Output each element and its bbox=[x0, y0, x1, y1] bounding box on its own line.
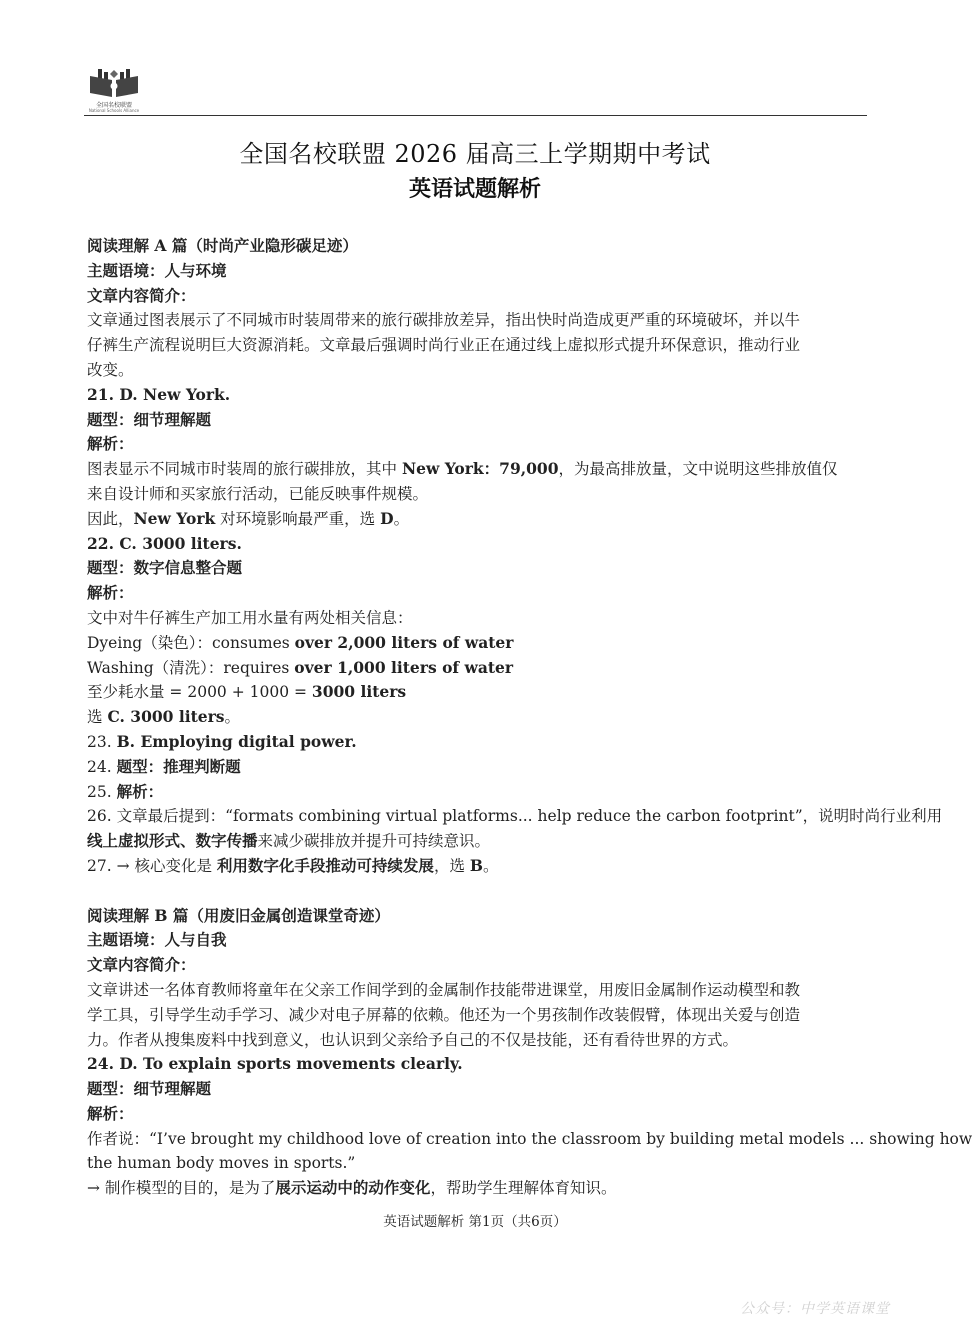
text-segment: 选 bbox=[87, 708, 108, 727]
bold-segment: 文章内容简介： bbox=[87, 955, 196, 975]
text-line bbox=[87, 1003, 867, 1028]
text-line bbox=[87, 1077, 867, 1102]
text-segment: 仔裤生产流程说明巨大资源消耗。文章最后强调时尚行业正在通过线上虚拟形式提升环保意识，推动行业 bbox=[87, 336, 801, 355]
text-segment: 图表显示不同城市时装周的旅行碳排放，其中 bbox=[87, 460, 402, 479]
text-segment: 学工具，引导学生动手学习、减少对电子屏幕的依赖。他还为一个男孩制作改装假臂，体现出关爱与创造 bbox=[87, 1005, 801, 1024]
text-line bbox=[87, 829, 867, 854]
bold-segment: over 2,000 liters of water bbox=[294, 632, 514, 652]
text-segment: Washing（清洗）：requires bbox=[87, 658, 295, 677]
open-book-icon bbox=[84, 66, 144, 100]
bold-segment: 24. D. To explain sports movements clearly. bbox=[87, 1054, 463, 1074]
bold-segment: B bbox=[469, 855, 483, 875]
bold-segment: 线上虚拟形式、数字传播 bbox=[87, 831, 258, 851]
text-line bbox=[87, 358, 867, 383]
logo-chinese-text: 全国名校联盟 bbox=[95, 102, 132, 109]
text-line bbox=[87, 1176, 867, 1201]
text-segment: 24. bbox=[87, 757, 117, 776]
bold-segment: B. Employing digital power. bbox=[116, 731, 357, 751]
page-footer: 英语试题解析 第1页（共6页） bbox=[383, 1214, 567, 1230]
text-segment: ，选 bbox=[433, 856, 470, 875]
bold-segment: 解析： bbox=[87, 583, 134, 603]
text-segment: 。 bbox=[482, 856, 499, 875]
text-segment: 27. → 核心变化是 bbox=[87, 856, 217, 875]
bold-segment: 题型：推理判断题 bbox=[116, 756, 241, 776]
text-segment: 因此， bbox=[87, 509, 134, 528]
text-line bbox=[87, 780, 867, 805]
text-line bbox=[87, 705, 867, 730]
text-segment: ，帮助学生理解体育知识。 bbox=[430, 1179, 617, 1198]
text-segment: 对环境影响最严重，选 bbox=[215, 509, 381, 528]
bold-segment: 解析： bbox=[116, 781, 164, 801]
text-line bbox=[87, 978, 867, 1003]
header-rule bbox=[84, 115, 867, 116]
text-line bbox=[87, 284, 867, 309]
bold-segment: 主题语境：人与自我 bbox=[87, 930, 227, 950]
text-segment: 。 bbox=[393, 509, 410, 528]
text-line bbox=[87, 408, 867, 433]
bold-segment: D bbox=[380, 508, 394, 528]
text-line bbox=[87, 581, 867, 606]
text-segment: Dyeing（染色）：consumes bbox=[87, 633, 295, 652]
text-line bbox=[87, 1151, 867, 1176]
page-subtitle: 英语试题解析 bbox=[408, 176, 541, 202]
logo-english-text: National Schools Alliance bbox=[88, 108, 140, 113]
bold-segment: 22. C. 3000 liters. bbox=[87, 533, 242, 553]
text-line bbox=[87, 606, 867, 631]
text-line bbox=[87, 1102, 867, 1127]
bold-segment: 主题语境：人与环境 bbox=[87, 260, 227, 280]
text-segment: 23. bbox=[87, 732, 117, 751]
text-line bbox=[87, 532, 867, 557]
text-line bbox=[87, 804, 943, 829]
bold-segment: 利用数字化手段推动可持续发展 bbox=[216, 855, 434, 875]
text-segment: ，为最高排放量，文中说明这些排放值仅 bbox=[558, 460, 838, 479]
text-line bbox=[87, 383, 867, 408]
section-gap bbox=[87, 879, 867, 904]
bold-segment: New York bbox=[133, 508, 216, 528]
page-title: 全国名校联盟 2026 届高三上学期期中考试 bbox=[239, 140, 711, 168]
text-line bbox=[87, 928, 867, 953]
text-segment: the human body moves in sports.” bbox=[87, 1154, 356, 1173]
text-line bbox=[87, 457, 867, 482]
bold-segment: 解析： bbox=[87, 1103, 134, 1123]
text-line bbox=[87, 482, 867, 507]
text-line bbox=[87, 1127, 972, 1152]
bold-segment: 题型：数字信息整合题 bbox=[87, 558, 243, 578]
bold-segment: 题型：细节理解题 bbox=[87, 1079, 212, 1099]
text-segment: 25. bbox=[87, 782, 117, 801]
text-line bbox=[87, 308, 867, 333]
text-line bbox=[87, 556, 867, 581]
text-segment: 26. 文章最后提到：“formats combining virtual platforms... help reduce the carbon footprint”，说明时尚行业利用 bbox=[87, 807, 943, 826]
bold-segment: 文章内容简介： bbox=[87, 285, 196, 305]
bold-segment: 21. D. New York. bbox=[87, 384, 231, 404]
bold-segment: 题型：细节理解题 bbox=[87, 409, 212, 429]
text-segment: 至少耗水量 = 2000 + 1000 = bbox=[87, 683, 312, 702]
bold-segment: 阅读理解 B 篇（用废旧金属创造课堂奇迹） bbox=[87, 905, 390, 925]
text-line bbox=[87, 507, 867, 532]
bold-segment: New York：79,000 bbox=[401, 459, 559, 479]
bold-segment: 解析： bbox=[87, 434, 134, 454]
text-line bbox=[87, 432, 867, 457]
text-segment: 文章讲述一名体育教师将童年在父亲工作间学到的金属制作技能带进课堂，用废旧金属制作运动模型和教 bbox=[87, 980, 801, 999]
text-line bbox=[87, 953, 867, 978]
text-segment: 来自设计师和买家旅行活动，已能反映事件规模。 bbox=[87, 484, 429, 503]
text-line bbox=[87, 1052, 867, 1077]
text-segment: → 制作模型的目的，是为了 bbox=[87, 1179, 276, 1198]
text-segment: 文中对牛仔裤生产加工用水量有两处相关信息： bbox=[87, 608, 413, 627]
bold-segment: over 1,000 liters of water bbox=[294, 657, 514, 677]
text-segment: 。 bbox=[224, 708, 241, 727]
text-line bbox=[87, 730, 867, 755]
text-segment: 力。作者从搜集废料中找到意义，也认识到父亲给予自己的不仅是技能，还有看待世界的方式。 bbox=[87, 1030, 739, 1049]
text-segment: 来减少碳排放并提升可持续意识。 bbox=[257, 832, 491, 851]
text-line bbox=[87, 1028, 867, 1053]
text-line bbox=[87, 631, 867, 656]
school-alliance-logo bbox=[84, 66, 144, 116]
bold-segment: 展示运动中的动作变化 bbox=[275, 1178, 431, 1198]
text-line bbox=[87, 259, 867, 284]
bold-segment: 3000 liters bbox=[311, 682, 407, 702]
bold-segment: 阅读理解 A 篇（时尚产业隐形碳足迹） bbox=[87, 236, 358, 255]
text-line bbox=[87, 755, 867, 780]
text-line bbox=[87, 854, 867, 879]
text-line bbox=[87, 904, 867, 929]
text-line bbox=[87, 333, 867, 358]
watermark-text: 公众号：中学英语课堂 bbox=[740, 1301, 890, 1317]
text-line bbox=[87, 234, 867, 259]
text-segment: 作者说：“I’ve brought my childhood love of creation into the classroom by building metal models ... showing how bbox=[87, 1129, 972, 1148]
text-line bbox=[87, 656, 867, 681]
bold-segment: C. 3000 liters bbox=[107, 707, 225, 727]
text-segment: 改变。 bbox=[87, 360, 134, 379]
text-line bbox=[87, 680, 867, 705]
text-segment: 文章通过图表展示了不同城市时装周带来的旅行碳排放差异，指出快时尚造成更严重的环境破坏，并以牛 bbox=[87, 311, 801, 330]
answer-explanation-body bbox=[87, 234, 972, 1201]
